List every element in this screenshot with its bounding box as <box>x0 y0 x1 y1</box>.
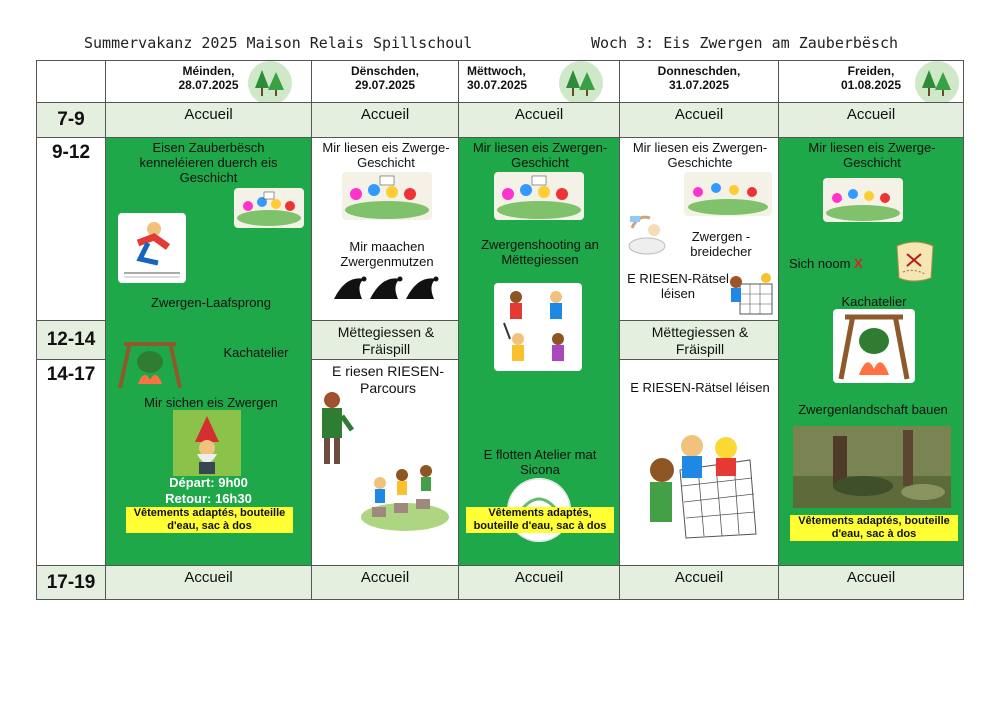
title-right: Woch 3: Eis Zwergen am Zauberbësch <box>591 34 899 52</box>
reading-kids-icon <box>342 172 432 220</box>
photo-kids-icon <box>494 283 582 371</box>
accueil-thursday-evening: Accueil <box>619 565 779 600</box>
wednesday-activities <box>458 137 620 566</box>
friday-story-text: Mir liesen eis Zwerge-Geschicht <box>808 140 936 170</box>
treasure-map-icon <box>891 236 939 286</box>
day-header-friday <box>778 60 964 103</box>
accueil-friday-morning: Accueil <box>778 102 964 138</box>
day-date: 31.07.2025 <box>668 78 730 92</box>
giant-icon <box>314 390 354 468</box>
forest-photo-icon <box>793 426 951 508</box>
title-left: Summervakanz 2025 Maison Relais Spillschoul <box>84 34 473 52</box>
tuesday-afternoon <box>311 359 459 566</box>
accueil-tuesday-evening: Accueil <box>311 565 459 600</box>
crossword-kids-icon <box>640 430 760 540</box>
monday-cooking-text: Kachatelier <box>223 345 289 360</box>
kids-parcours-icon <box>350 455 450 535</box>
time-17-19: 17-19 <box>36 565 106 600</box>
tuesday-morning <box>311 137 459 321</box>
monday-story-text: Eisen Zauberbësch kenneléieren duerch eis Geschicht <box>139 140 278 185</box>
day-name: Freiden, <box>847 64 895 78</box>
reading-kids-icon <box>234 188 304 228</box>
monday-gnome-search-text: Mir sichen eis Zwergen <box>144 395 278 410</box>
reading-kids-icon <box>684 172 772 216</box>
day-header-monday <box>105 60 312 103</box>
day-date: 29.07.2025 <box>354 78 416 92</box>
cooking-pot-icon <box>114 338 186 390</box>
day-header-wednesday <box>458 60 620 103</box>
accueil-friday-evening: Accueil <box>778 565 964 600</box>
friday-search-label: Sich noom <box>789 256 851 271</box>
monday-jump-text: Zwergen-Laafsprong <box>151 295 271 310</box>
thursday-lunch <box>619 320 779 360</box>
wednesday-sicona-text: E flotten Atelier mat Sicona <box>483 447 597 477</box>
monday-return: Retour: 16h30 <box>165 491 252 506</box>
accueil-wednesday-evening: Accueil <box>458 565 620 600</box>
friday-search-text <box>789 256 869 271</box>
thursday-lunch-text: Mëttegiessen & Fräispill <box>651 324 749 357</box>
hats-icon <box>332 273 442 308</box>
time-9-12: 9-12 <box>36 137 106 321</box>
thursday-riddle-afternoon-text: E RIESEN-Rätsel léisen <box>630 380 770 395</box>
tuesday-parcours-text: E riesen RIESEN-Parcours <box>331 363 445 396</box>
day-name: Méinden, <box>182 64 235 78</box>
day-header-tuesday <box>311 60 459 103</box>
reading-kids-icon <box>494 172 584 220</box>
monday-departure: Départ: 9h00 <box>169 475 248 490</box>
wednesday-story-text: Mir liesen eis Zwergen-Geschicht <box>472 140 608 170</box>
thursday-story-text: Mir liesen eis Zwergen-Geschichte <box>632 140 768 170</box>
thursday-bread-text: Zwergen -breidecher <box>690 229 752 259</box>
corner-cell <box>36 60 106 103</box>
friday-activities <box>778 137 964 566</box>
thursday-afternoon <box>619 359 779 566</box>
cooking-pot-icon <box>833 309 915 383</box>
tuesday-story-text: Mir liesen eis Zwerge-Geschicht <box>322 140 450 170</box>
accueil-monday-evening: Accueil <box>105 565 312 600</box>
wednesday-equipment-note: Vêtements adaptés, bouteille d'eau, sac à dos <box>466 507 614 533</box>
friday-landscape-text: Zwergenlandschaft bauen <box>798 402 948 417</box>
friday-x-mark: X <box>854 256 863 271</box>
tuesday-hats-text: Mir maachen Zwergenmutzen <box>340 239 434 269</box>
accueil-wednesday-morning: Accueil <box>458 102 620 138</box>
accueil-tuesday-morning: Accueil <box>311 102 459 138</box>
reading-kids-icon <box>823 178 903 222</box>
day-header-thursday <box>619 60 779 103</box>
day-name: Dënschden, <box>350 64 419 78</box>
crossword-kids-icon <box>726 270 776 320</box>
day-name: Donneschden, <box>657 64 741 78</box>
day-date: 01.08.2025 <box>840 78 902 92</box>
accueil-monday-morning: Accueil <box>105 102 312 138</box>
bread-making-icon <box>624 208 670 258</box>
tuesday-lunch <box>311 320 459 360</box>
wednesday-photo-text: Zwergenshooting an Mëttegiessen <box>481 237 599 267</box>
friday-equipment-note: Vêtements adaptés, bouteille d'eau, sac à dos <box>790 515 958 541</box>
gnome-icon <box>173 410 241 476</box>
time-12-14: 12-14 <box>36 320 106 360</box>
tree-icon <box>915 61 959 103</box>
monday-equipment-note: Vêtements adaptés, bouteille d'eau, sac à dos <box>126 507 293 533</box>
time-14-17: 14-17 <box>36 359 106 566</box>
thursday-morning <box>619 137 779 321</box>
time-7-9: 7-9 <box>36 102 106 138</box>
day-date: 30.07.2025 <box>467 78 528 92</box>
thursday-riddle-text: E RIESEN-Rätsel léisen <box>627 271 729 301</box>
tuesday-lunch-text: Mëttegiessen & Fräispill <box>337 324 435 357</box>
friday-cooking-text: Kachatelier <box>841 294 907 309</box>
accueil-thursday-morning: Accueil <box>619 102 779 138</box>
day-name: Mëttwoch, <box>467 64 526 78</box>
monday-activities <box>105 137 312 566</box>
jumping-kid-icon <box>118 213 186 283</box>
tree-icon <box>559 61 603 103</box>
tree-icon <box>248 61 292 103</box>
schedule-table <box>36 60 964 600</box>
day-date: 28.07.2025 <box>178 78 239 92</box>
